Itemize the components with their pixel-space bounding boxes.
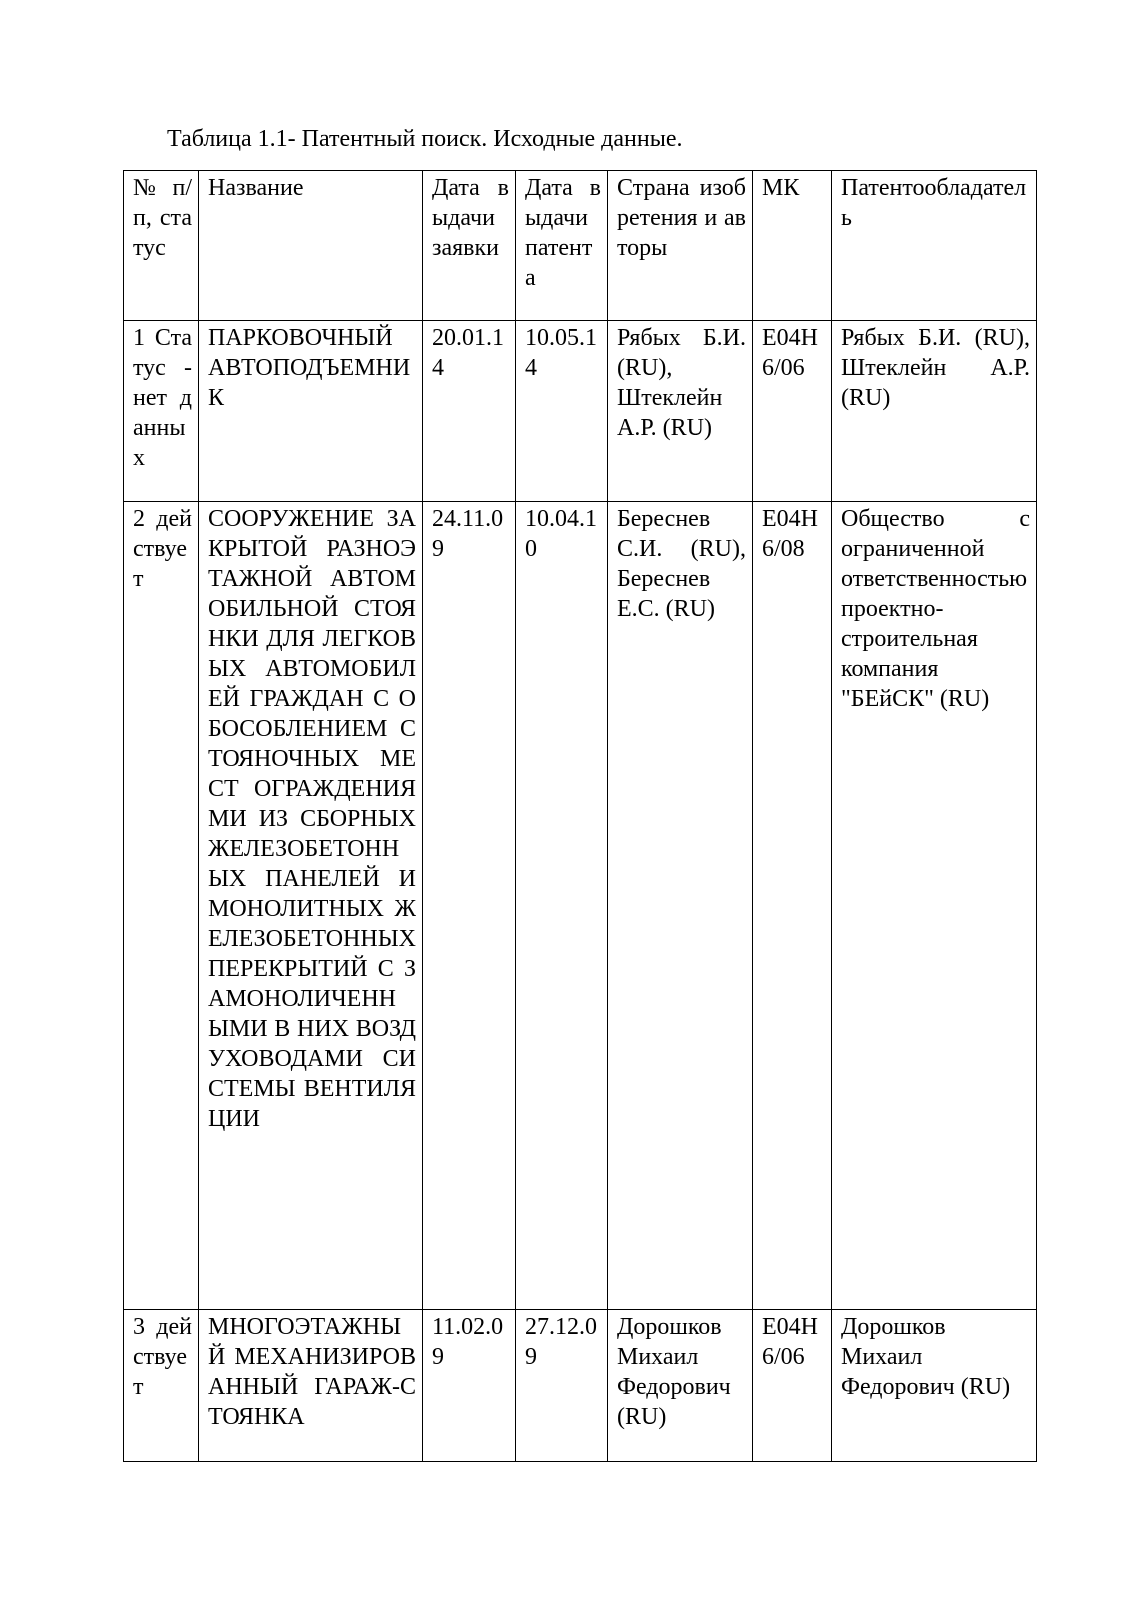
name-text: МНОГОЭТАЖНЫЙ МЕХАНИЗИРОВАННЫЙ ГАРАЖ-СТОЯНКА: [208, 1314, 416, 1430]
header-cell-patent-date: [516, 171, 608, 321]
cell-authors: [608, 502, 753, 1310]
application-date-text: 24.11.09: [432, 506, 504, 562]
header-patent-date-text: Дата выдачи патента: [525, 175, 601, 291]
cell-application-date: [423, 502, 516, 1310]
header-cell-name: [199, 171, 423, 321]
cell-status: [124, 502, 199, 1310]
cell-status: [124, 1310, 199, 1462]
cell-patent-date: [516, 321, 608, 502]
cell-patent-holder: [832, 502, 1037, 1310]
cell-mk: [753, 321, 832, 502]
cell-status: [124, 321, 199, 502]
patent-holder-text: Дорошков Михаил Федорович (RU): [841, 1314, 1011, 1400]
cell-authors: [608, 1310, 753, 1462]
table-row: [124, 321, 1037, 502]
name-text: ПАРКОВОЧНЫЙ АВТОПОДЪЕМНИК: [208, 325, 411, 411]
cell-patent-date: [516, 502, 608, 1310]
application-date-text: 20.01.14: [432, 325, 504, 381]
cell-mk: [753, 1310, 832, 1462]
patent-date-text: 10.05.14: [525, 325, 597, 381]
patent-date-text: 27.12.09: [525, 1314, 597, 1370]
cell-application-date: [423, 321, 516, 502]
header-mk-text: МК: [762, 175, 800, 201]
header-patent-holder-text: Патентообладатель: [841, 175, 1027, 231]
table-caption: Таблица 1.1- Патентный поиск. Исходные данные.: [167, 126, 683, 152]
name-text: СООРУЖЕНИЕ ЗАКРЫТОЙ РАЗНОЭТАЖНОЙ АВТОМОБИЛЬНОЙ СТОЯНКИ ДЛЯ ЛЕГКОВЫХ АВТОМОБИЛЕЙ ГРАЖДАН С ОБОСОБЛЕНИЕМ СТОЯНОЧНЫХ МЕСТ ОГРАЖДЕНИЯМИ ИЗ СБОРНЫХ ЖЕЛЕЗОБЕТОННЫХ ПАНЕЛЕЙ И МОНОЛИТНЫХ ЖЕЛЕЗОБЕТОННЫХ ПЕРЕКРЫТИЙ С ЗАМОНОЛИЧЕННЫМИ В НИХ ВОЗДУХОВОДАМИ СИСТЕМЫ ВЕНТИЛЯЦИИ: [208, 506, 416, 1132]
cell-patent-date: [516, 1310, 608, 1462]
table-header-row: [124, 171, 1037, 321]
table-row: [124, 502, 1037, 1310]
cell-mk: [753, 502, 832, 1310]
header-number-status-text: № п/п, статус: [133, 175, 192, 261]
authors-text: Береснев С.И. (RU), Береснев Е.С. (RU): [617, 506, 746, 622]
cell-application-date: [423, 1310, 516, 1462]
header-country-authors-text: Страна изобретения и авторы: [617, 175, 746, 261]
cell-patent-holder: [832, 321, 1037, 502]
header-application-date-text: Дата выдачи заявки: [432, 175, 509, 261]
mk-text: E04H6/06: [762, 1314, 818, 1370]
cell-name: [199, 1310, 423, 1462]
authors-text: Рябых Б.И. (RU), Штеклейн А.Р. (RU): [617, 325, 746, 441]
cell-patent-holder: [832, 1310, 1037, 1462]
patent-search-table: [123, 170, 1037, 1462]
mk-text: E04H6/08: [762, 506, 818, 562]
patent-date-text: 10.04.10: [525, 506, 597, 562]
authors-text: Дорошков Михаил Федорович (RU): [617, 1314, 731, 1430]
status-text: 3 действует: [133, 1314, 192, 1400]
header-cell-patent-holder: [832, 171, 1037, 321]
table-row: [124, 1310, 1037, 1462]
patent-holder-text: Общество с ограниченной ответственностью проектно-строительная компания "БЕйСК" (RU): [841, 506, 1030, 712]
status-text: 2 действует: [133, 506, 192, 592]
status-text: 1 Статус - нет данных: [133, 325, 192, 471]
patent-holder-text: Рябых Б.И. (RU), Штеклейн А.Р. (RU): [841, 325, 1030, 411]
header-cell-mk: [753, 171, 832, 321]
header-cell-application-date: [423, 171, 516, 321]
mk-text: E04H6/06: [762, 325, 818, 381]
application-date-text: 11.02.09: [432, 1314, 504, 1370]
cell-name: [199, 321, 423, 502]
cell-name: [199, 502, 423, 1310]
header-cell-country-authors: [608, 171, 753, 321]
header-cell-number-status: [124, 171, 199, 321]
cell-authors: [608, 321, 753, 502]
header-name-text: Название: [208, 175, 304, 201]
